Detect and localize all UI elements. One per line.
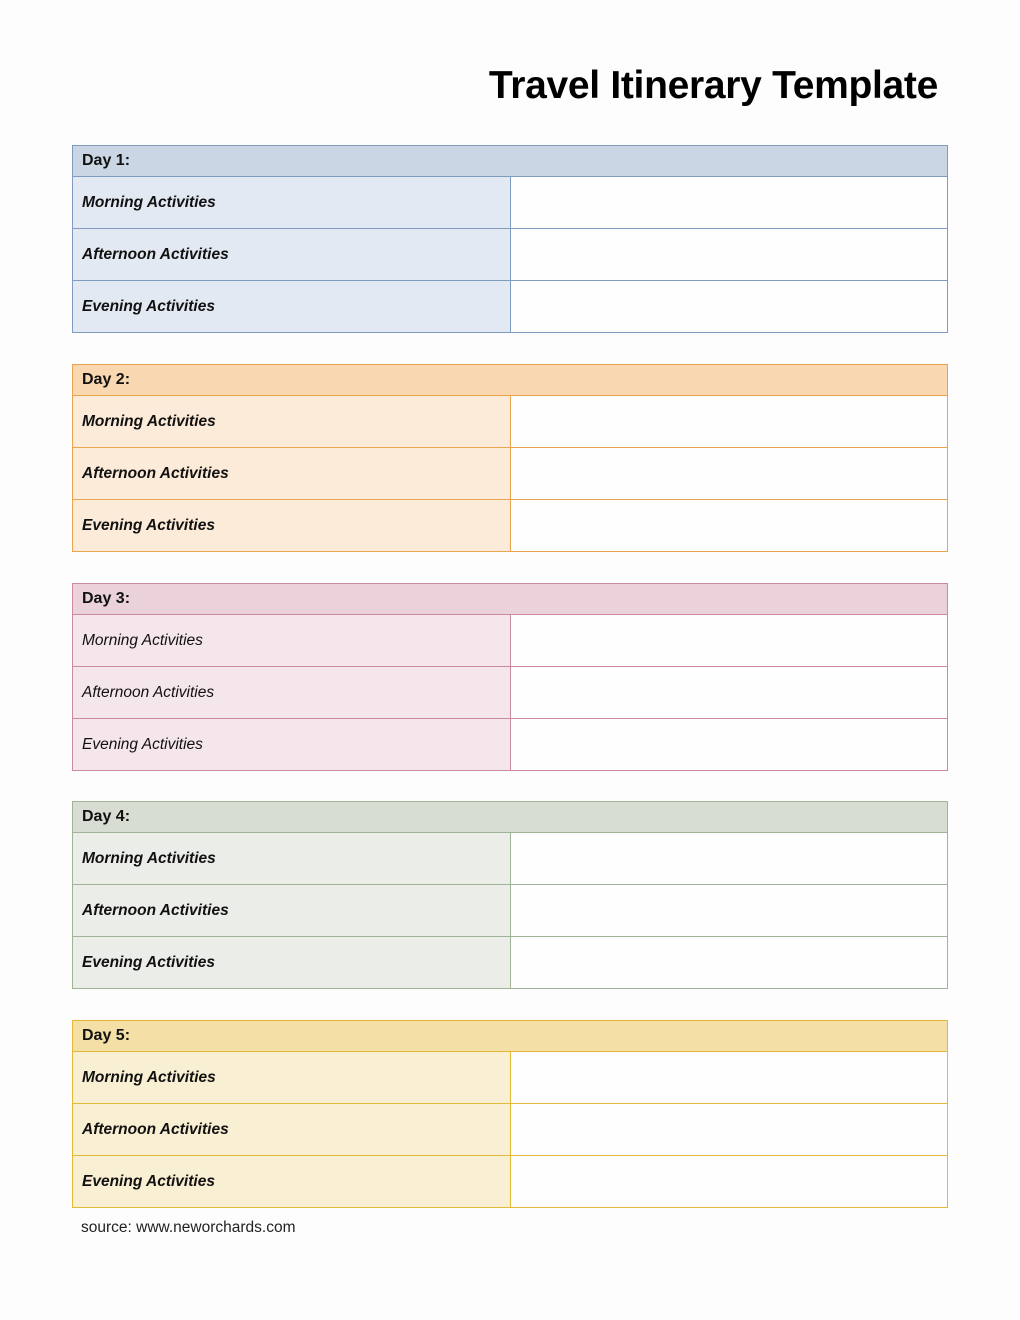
day-header: Day 5: bbox=[73, 1021, 948, 1052]
afternoon-activities-label: Afternoon Activities bbox=[73, 229, 511, 281]
morning-activities-field[interactable] bbox=[510, 615, 948, 667]
day-header-row bbox=[73, 802, 948, 833]
activity-row bbox=[73, 229, 948, 281]
activity-row bbox=[73, 1052, 948, 1104]
page-title: Travel Itinerary Template bbox=[488, 64, 938, 107]
day-2-table bbox=[72, 364, 948, 552]
day-header-row bbox=[73, 1021, 948, 1052]
activity-row bbox=[73, 667, 948, 719]
source-note: source: www.neworchards.com bbox=[81, 1219, 296, 1236]
afternoon-activities-field[interactable] bbox=[510, 448, 948, 500]
day-header: Day 1: bbox=[73, 146, 948, 177]
morning-activities-label: Morning Activities bbox=[73, 615, 511, 667]
day-4-table bbox=[72, 801, 948, 989]
activity-row bbox=[73, 177, 948, 229]
morning-activities-label: Morning Activities bbox=[73, 396, 511, 448]
afternoon-activities-field[interactable] bbox=[510, 1104, 948, 1156]
day-5-table bbox=[72, 1020, 948, 1208]
evening-activities-label: Evening Activities bbox=[73, 1156, 511, 1208]
evening-activities-label: Evening Activities bbox=[73, 281, 511, 333]
day-3-table bbox=[72, 583, 948, 771]
morning-activities-label: Morning Activities bbox=[73, 1052, 511, 1104]
afternoon-activities-label: Afternoon Activities bbox=[73, 667, 511, 719]
activity-row bbox=[73, 833, 948, 885]
activity-row bbox=[73, 1156, 948, 1208]
evening-activities-label: Evening Activities bbox=[73, 937, 511, 989]
morning-activities-label: Morning Activities bbox=[73, 177, 511, 229]
activity-row bbox=[73, 448, 948, 500]
day-1-table bbox=[72, 145, 948, 333]
activity-row bbox=[73, 281, 948, 333]
activity-row bbox=[73, 1104, 948, 1156]
day-header: Day 4: bbox=[73, 802, 948, 833]
activity-row bbox=[73, 885, 948, 937]
evening-activities-field[interactable] bbox=[510, 281, 948, 333]
afternoon-activities-field[interactable] bbox=[510, 229, 948, 281]
activity-row bbox=[73, 937, 948, 989]
day-header-row bbox=[73, 584, 948, 615]
day-header-row bbox=[73, 365, 948, 396]
morning-activities-label: Morning Activities bbox=[73, 833, 511, 885]
afternoon-activities-label: Afternoon Activities bbox=[73, 885, 511, 937]
activity-row bbox=[73, 719, 948, 771]
activity-row bbox=[73, 615, 948, 667]
afternoon-activities-label: Afternoon Activities bbox=[73, 1104, 511, 1156]
day-header: Day 2: bbox=[73, 365, 948, 396]
activity-row bbox=[73, 396, 948, 448]
morning-activities-field[interactable] bbox=[510, 396, 948, 448]
evening-activities-field[interactable] bbox=[510, 500, 948, 552]
activity-row bbox=[73, 500, 948, 552]
evening-activities-field[interactable] bbox=[510, 937, 948, 989]
evening-activities-label: Evening Activities bbox=[73, 719, 511, 771]
day-header-row bbox=[73, 146, 948, 177]
evening-activities-field[interactable] bbox=[510, 1156, 948, 1208]
day-header: Day 3: bbox=[73, 584, 948, 615]
morning-activities-field[interactable] bbox=[510, 833, 948, 885]
morning-activities-field[interactable] bbox=[510, 177, 948, 229]
afternoon-activities-label: Afternoon Activities bbox=[73, 448, 511, 500]
evening-activities-field[interactable] bbox=[510, 719, 948, 771]
afternoon-activities-field[interactable] bbox=[510, 667, 948, 719]
morning-activities-field[interactable] bbox=[510, 1052, 948, 1104]
evening-activities-label: Evening Activities bbox=[73, 500, 511, 552]
afternoon-activities-field[interactable] bbox=[510, 885, 948, 937]
